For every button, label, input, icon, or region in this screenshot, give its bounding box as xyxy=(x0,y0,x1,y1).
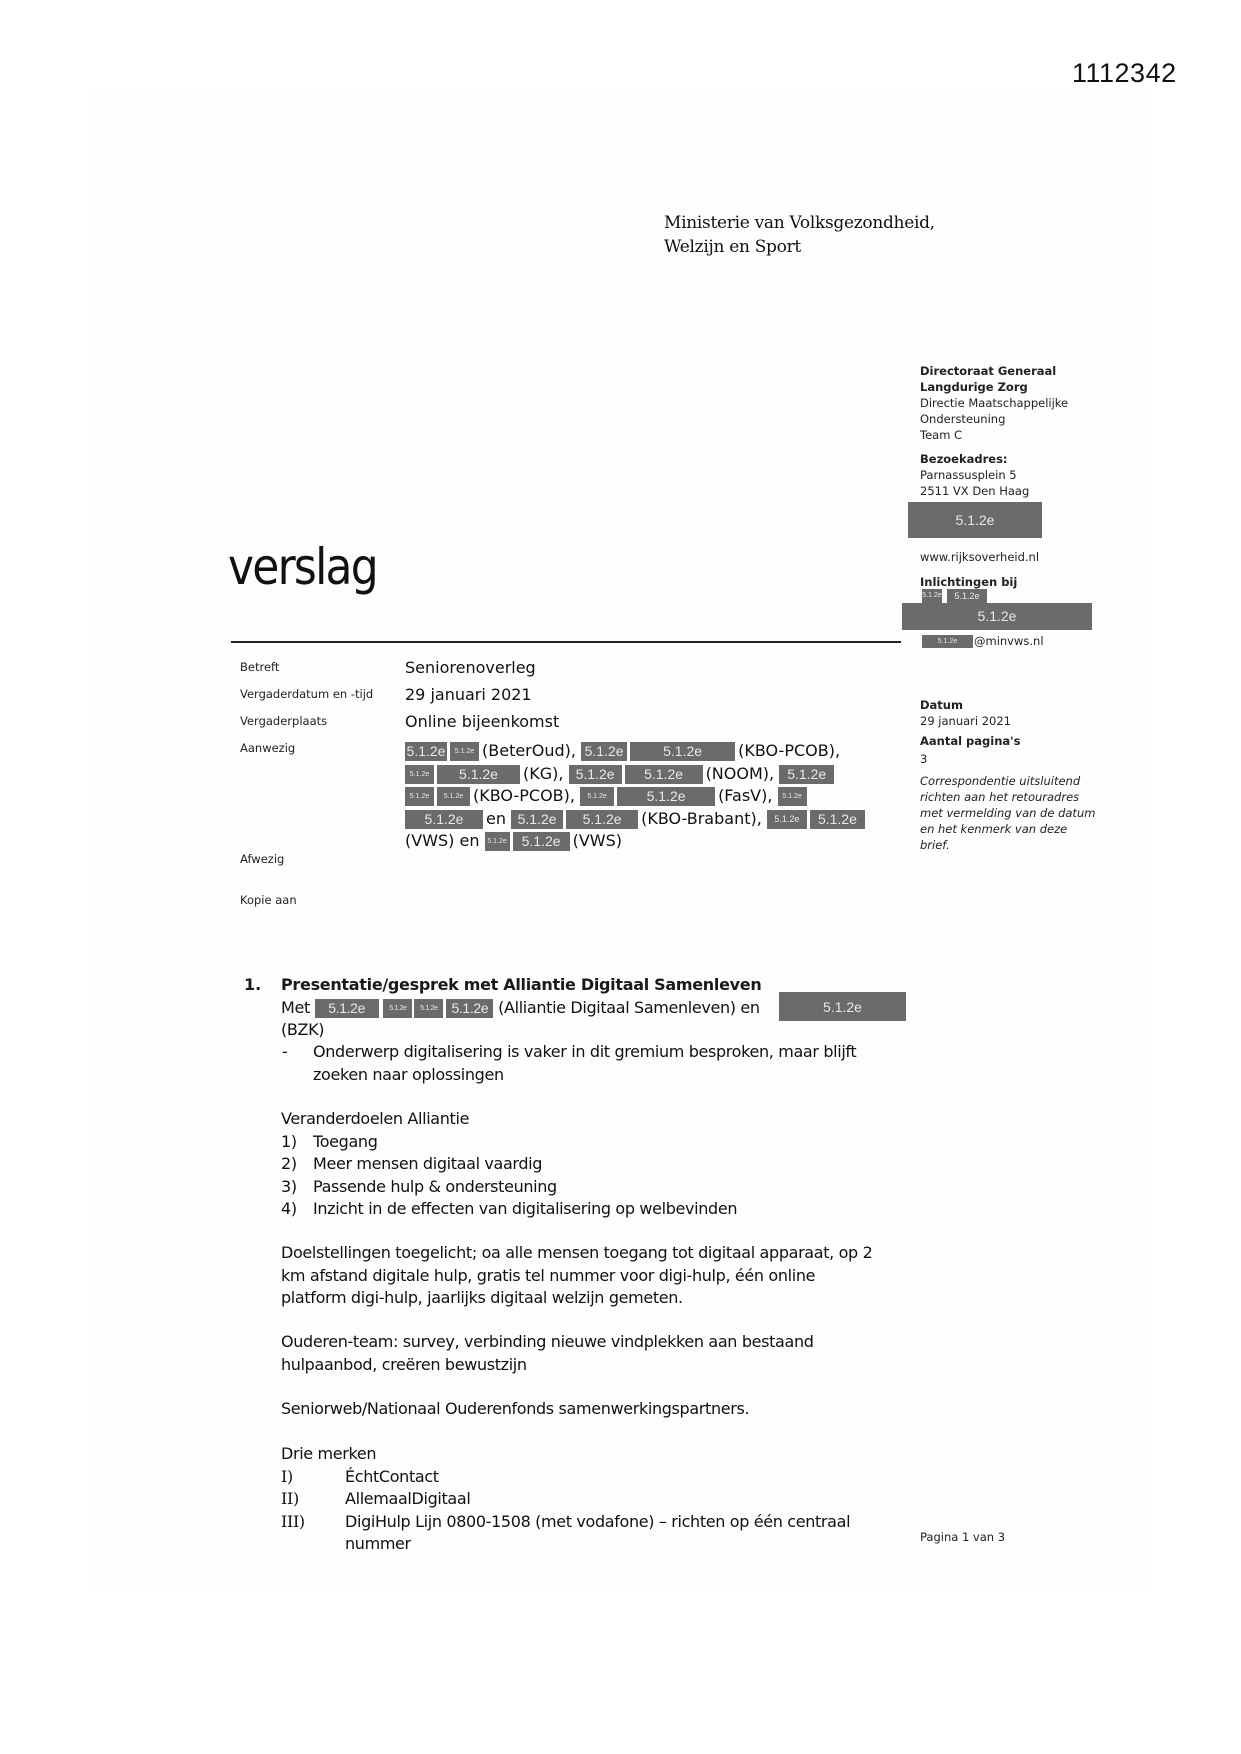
attendee-org: (KBO-PCOB), xyxy=(473,786,575,805)
paragraph-team xyxy=(281,1331,814,1376)
attendee-conj: en xyxy=(486,808,506,828)
redaction-box: 5.1.2e xyxy=(437,765,520,784)
ministry-line-2: Welzijn en Sport xyxy=(664,237,801,257)
notice-line-1: Correspondentie uitsluitend xyxy=(920,774,1081,788)
attendee-org: (KG), xyxy=(523,763,564,783)
redaction-box: 5.1.2e xyxy=(767,810,807,829)
notice-line-2: richten aan het retouradres xyxy=(920,790,1080,804)
redaction-box: 5.1.2e xyxy=(383,999,412,1018)
paragraph-line: km afstand digitale hulp, gratis tel nummer voor digi-hulp, één online xyxy=(281,1265,816,1285)
title-divider xyxy=(231,641,901,643)
brand-item: II) AllemaalDigitaal xyxy=(281,1489,471,1508)
redaction-box: 5.1.2e xyxy=(406,743,446,759)
brands-block xyxy=(281,1443,850,1556)
date-value: 29 januari 2021 xyxy=(920,714,1012,728)
page-footer: Pagina 1 van 3 xyxy=(920,1530,1006,1544)
notice-line-3: met vermelding van de datum xyxy=(920,806,1096,820)
redaction-box: 5.1.2e xyxy=(446,999,493,1018)
pages-value: 3 xyxy=(920,752,928,766)
address-line-2: 2511 VX Den Haag xyxy=(920,484,1030,498)
redaction-box: 5.1.2e xyxy=(566,810,638,829)
redaction-box: 5.1.2e xyxy=(810,810,865,829)
attendee-org: (VWS) en xyxy=(405,831,480,850)
subject-label: Betreft xyxy=(240,660,280,674)
redaction-box: 5.1.2e xyxy=(513,832,570,851)
redaction-box: 5.1.2e xyxy=(778,787,807,806)
redaction-box: 5.1.2e xyxy=(485,832,510,851)
redaction-box: 5.1.2e xyxy=(908,502,1042,538)
section-number: 1. xyxy=(244,975,262,994)
datetime-value: 29 januari 2021 xyxy=(405,685,532,704)
brand-item-cont: nummer xyxy=(345,1534,411,1553)
place-label: Vergaderplaats xyxy=(240,714,328,728)
visit-address-label: Bezoekadres: xyxy=(920,452,1008,466)
present-label: Aanwezig xyxy=(240,741,296,755)
dept-line-1: Directie Maatschappelijke xyxy=(920,396,1069,410)
absent-label: Afwezig xyxy=(240,852,285,866)
bullet-text xyxy=(313,1041,856,1086)
redaction-box: 5.1.2e xyxy=(437,787,470,806)
attendees-list xyxy=(405,740,905,853)
dept-line-2: Ondersteuning xyxy=(920,412,1006,426)
redaction-box: 5.1.2e xyxy=(617,787,715,806)
info-label-wrap xyxy=(920,574,1017,590)
redaction-box: 5.1.2e xyxy=(405,810,483,829)
bullet-line-1: Onderwerp digitalisering is vaker in dit gremium besproken, maar blijft xyxy=(313,1042,857,1061)
redaction-box: 5.1.2e xyxy=(450,742,479,761)
copy-label: Kopie aan xyxy=(240,893,297,907)
paragraph-line: platform digi-hulp, jaarlijks digitaal welzijn gemeten. xyxy=(281,1288,683,1307)
website: www.rijksoverheid.nl xyxy=(920,550,1040,564)
bullet-dash: - xyxy=(282,1042,288,1061)
brand-item: I) ÉchtContact xyxy=(281,1466,439,1486)
attendee-org: (KBO-PCOB), xyxy=(738,741,841,760)
redaction-box: 5.1.2e xyxy=(947,589,987,603)
org-line-2: Langdurige Zorg xyxy=(920,380,1028,394)
goal-item: 1) Toegang xyxy=(281,1131,378,1151)
bullet-line-2: zoeken naar oplossingen xyxy=(313,1064,504,1084)
redaction-box: 5.1.2e xyxy=(779,992,906,1021)
redaction-box: 5.1.2e xyxy=(779,765,834,784)
with-org: (Alliantie Digitaal Samenleven) en xyxy=(498,998,760,1017)
place-value: Online bijeenkomst xyxy=(405,712,560,731)
notice-line-4: en het kenmerk van deze xyxy=(920,822,1068,836)
goal-item: 4) Inzicht in de effecten van digitalisering op welbevinden xyxy=(281,1199,738,1218)
goals-block xyxy=(281,1108,737,1221)
address-line-1: Parnassusplein 5 xyxy=(920,468,1017,482)
brands-heading: Drie merken xyxy=(281,1444,377,1463)
attendee-org: (KBO-Brabant), xyxy=(641,808,762,828)
paragraph-partners: Seniorweb/Nationaal Ouderenfonds samenwerkingspartners. xyxy=(281,1399,750,1418)
sidebar-organisation xyxy=(920,363,1068,499)
goal-item: 3) Passende hulp & ondersteuning xyxy=(281,1176,557,1196)
with-org-2: (BZK) xyxy=(281,1020,325,1039)
attendee-org: (BeterOud), xyxy=(482,741,576,760)
email-suffix: @minvws.nl xyxy=(974,634,1044,648)
redaction-box: 5.1.2e xyxy=(580,787,614,806)
org-line-1: Directoraat Generaal xyxy=(920,364,1057,378)
redaction-box: 5.1.2e xyxy=(922,589,942,603)
ministry-line-1: Ministerie van Volksgezondheid, xyxy=(664,213,935,233)
pages-label: Aantal pagina's xyxy=(920,734,1021,748)
ministry-logo-text xyxy=(664,211,935,259)
date-label: Datum xyxy=(920,698,963,712)
redaction-box: 5.1.2e xyxy=(405,765,434,784)
attendee-org: (VWS) xyxy=(572,831,622,850)
paragraph-line: Doelstellingen toegelicht; oa alle mensen toegang tot digitaal apparaat, op 2 xyxy=(281,1243,873,1262)
attendee-org: (FasV), xyxy=(718,786,773,805)
sidebar-date-block xyxy=(920,697,1095,853)
paragraph-line: hulpaanbod, creëren bewustzijn xyxy=(281,1354,527,1374)
goals-heading: Veranderdoelen Alliantie xyxy=(281,1109,470,1128)
attendee-org: (NOOM), xyxy=(705,763,775,783)
redaction-box: 5.1.2e xyxy=(405,787,434,806)
redaction-box: 5.1.2e xyxy=(315,999,379,1018)
document-number: 1112342 xyxy=(1072,58,1177,88)
team: Team C xyxy=(920,428,963,442)
datetime-label: Vergaderdatum en -tijd xyxy=(240,687,374,701)
info-label: Inlichtingen bij xyxy=(920,575,1018,589)
redaction-box: 5.1.2e xyxy=(414,999,443,1018)
paragraph-line: Ouderen-team: survey, verbinding nieuwe vindplekken aan bestaand xyxy=(281,1332,814,1351)
page-title: verslag xyxy=(228,538,377,596)
redaction-box: 5.1.2e xyxy=(630,742,735,761)
goal-item: 2) Meer mensen digitaal vaardig xyxy=(281,1154,543,1173)
redaction-box: 5.1.2e xyxy=(569,765,622,784)
subject-value: Seniorenoverleg xyxy=(405,658,536,677)
brand-item: III) DigiHulp Lijn 0800-1508 (met vodafone) – richten op één centraal xyxy=(281,1511,851,1531)
redaction-box: 5.1.2e xyxy=(625,765,703,784)
notice-line-5: brief. xyxy=(920,838,950,852)
paragraph-goals xyxy=(281,1242,872,1310)
redaction-box: 5.1.2e xyxy=(902,603,1092,630)
with-prefix: Met xyxy=(281,998,310,1017)
section-heading: Presentatie/gesprek met Alliantie Digitaal Samenleven xyxy=(281,975,762,994)
redaction-box: 5.1.2e xyxy=(511,810,563,829)
redaction-box: 5.1.2e xyxy=(922,635,973,648)
redaction-box: 5.1.2e xyxy=(581,742,627,761)
